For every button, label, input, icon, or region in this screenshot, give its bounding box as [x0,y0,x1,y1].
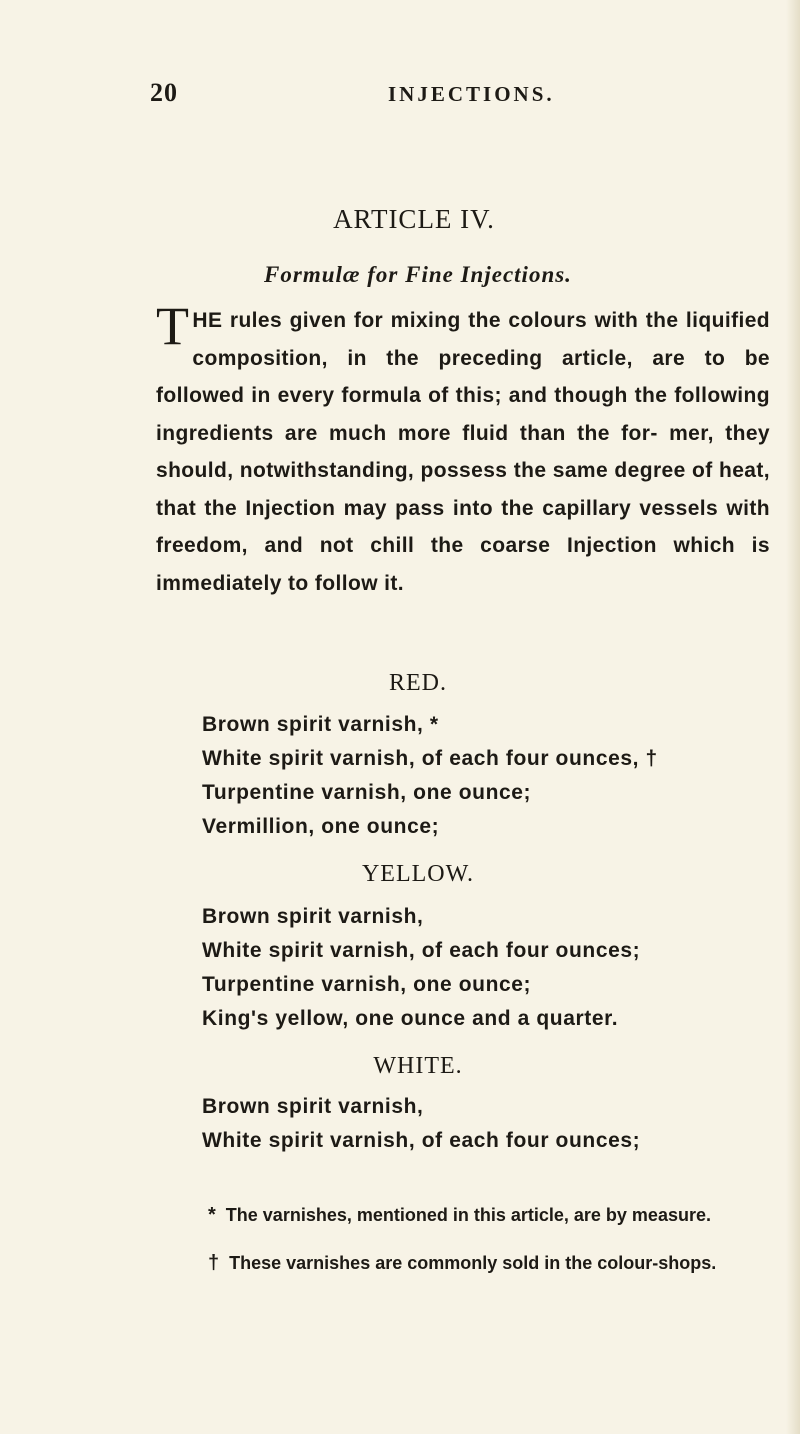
drop-cap: T [156,296,190,356]
intro-line: Injection which is immediately to follow it. [156,534,770,595]
article-title: ARTICLE IV. [333,204,495,234]
recipe-heading-white: WHITE. [373,1053,463,1079]
recipe-heading-red: RED. [389,670,447,696]
recipe-list-red [202,708,782,844]
footnote-text: These varnishes are commonly sold in the colour-shops. [229,1253,717,1273]
recipe-list-white [202,1090,782,1158]
footnote-mark: * [208,1204,216,1226]
intro-paragraph [156,296,770,602]
intro-line: mer, they should, notwithstanding, possess the same [156,421,770,482]
recipe-heading-yellow: YELLOW. [361,861,475,887]
ingredient-line: King's yellow, one ounce and a quarter. [202,1007,619,1030]
intro-line: HE rules given for mixing the colours with the [192,309,686,332]
footnote-dagger [208,1252,778,1275]
ingredient-line: Brown spirit varnish, * [202,713,439,736]
intro-line: degree of heat, that the Injection may pass into the [156,459,770,520]
running-head: INJECTIONS. [388,82,555,106]
article-subtitle: Formulæ for Fine Injections. [264,262,572,287]
ingredient-line: Turpentine varnish, one ounce; [202,973,532,996]
intro-line: following ingredients are much more fluid than the for- [156,384,770,445]
page-number: 20 [150,78,178,107]
ingredient-line: White spirit varnish, of each four ounces; [202,939,641,962]
page-header [150,78,710,118]
ingredient-line: White spirit varnish, of each four ounces, † [202,747,658,770]
intro-line: liquified composition, in the preceding article, are to [192,309,770,370]
ingredient-line: Vermillion, one ounce; [202,815,440,838]
intro-line: capillary vessels with freedom, and not chill the coarse [156,496,770,557]
ingredient-line: Brown spirit varnish, [202,1095,424,1118]
ingredient-line: White spirit varnish, of each four ounces; [202,1129,641,1152]
footnote-asterisk [208,1204,778,1227]
footnote-text: The varnishes, mentioned in this article, are by measure. [225,1205,711,1225]
ingredient-line: Turpentine varnish, one ounce; [202,781,532,804]
footnote-mark: † [208,1252,220,1274]
recipe-list-yellow [202,900,782,1036]
intro-line: be followed in every formula of this; and though the [156,346,770,407]
ingredient-line: Brown spirit varnish, [202,905,424,928]
